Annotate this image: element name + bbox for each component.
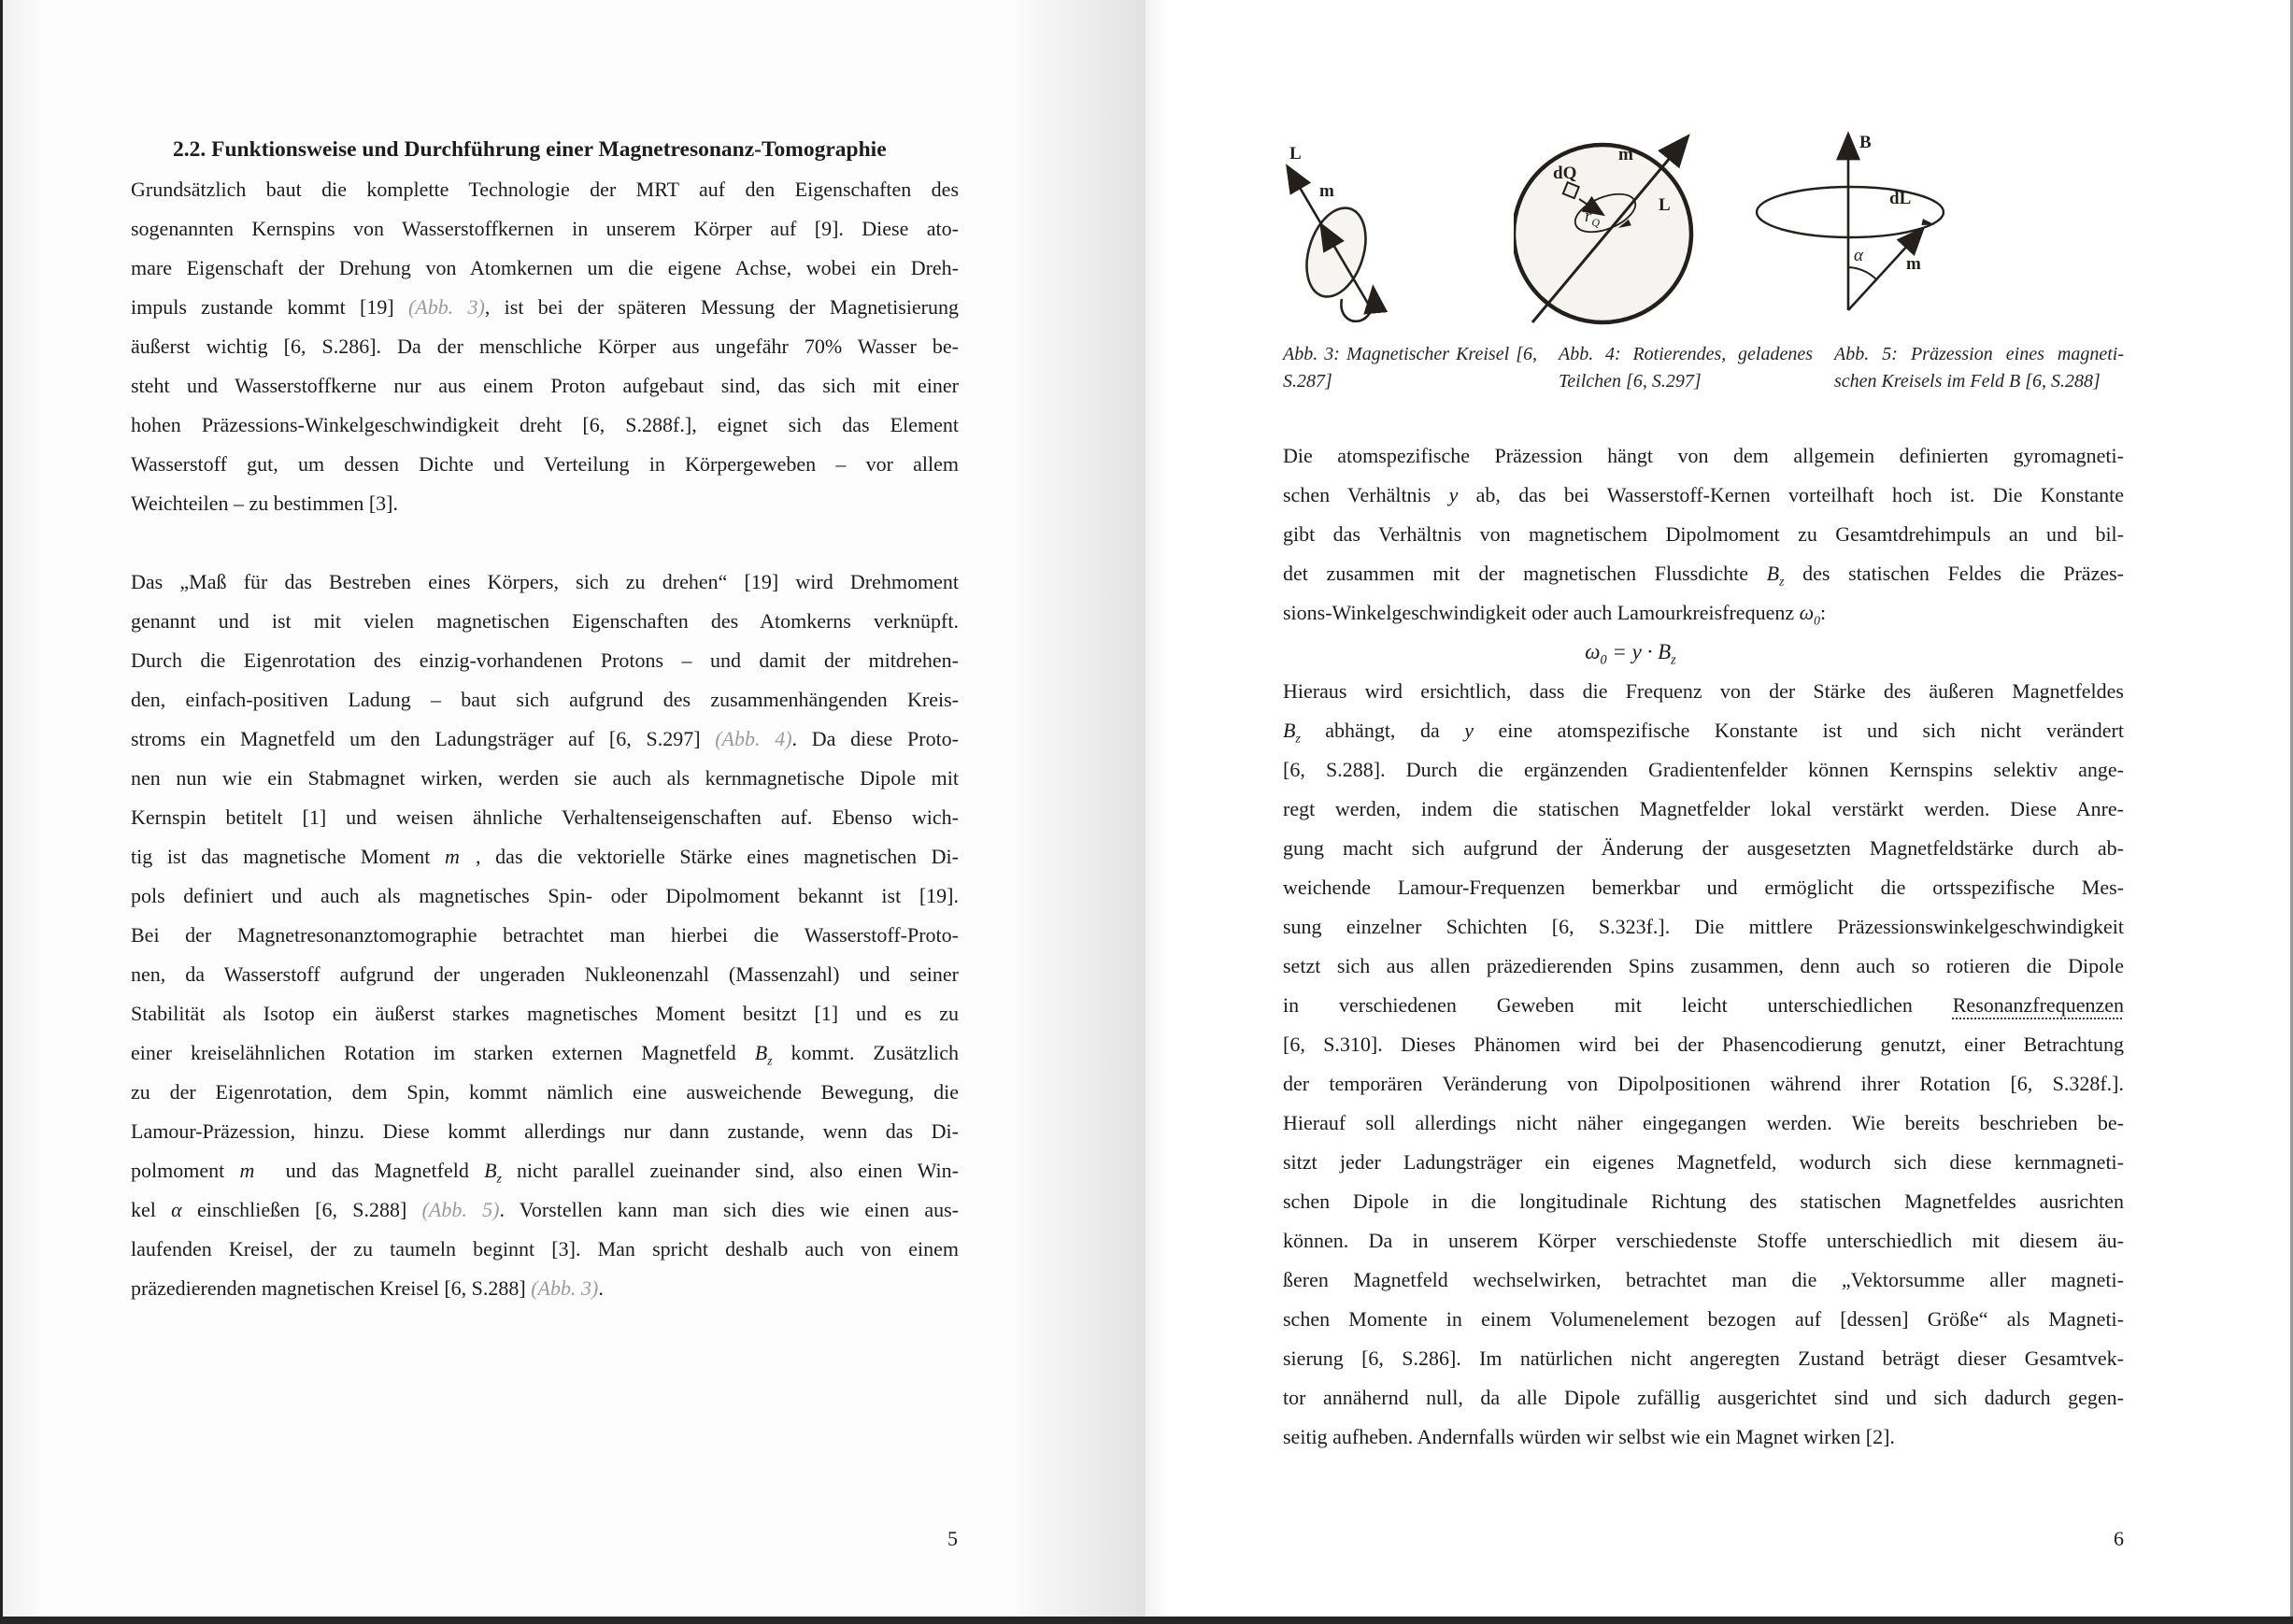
text-line: schen Verhältnis y ab, das bei Wasserstoff-Kernen vorteilhaft hoch ist. Die Konstante xyxy=(1283,483,2124,506)
text-line: [6, S.310]. Dieses Phänomen wird bei der Phasencodierung genutzt, einer Betrachtung xyxy=(1283,1033,2124,1056)
caption-line: schen Kreisels im Feld B [6, S.288] xyxy=(1834,371,2101,392)
page-number-left: 5 xyxy=(947,1527,958,1550)
text-line: Kernspin betitelt [1] und weisen ähnliche Verhaltenseigenschaften auf. Ebenso wich- xyxy=(131,805,959,829)
text-line: Bei der Magnetresonanztomographie betrachtet man hierbei die Wasserstoff-Proto- xyxy=(131,923,959,947)
caption-line: Abb. 4: Rotierendes, geladenes xyxy=(1559,344,1813,364)
caption-line: Teilchen [6, S.297] xyxy=(1559,371,1702,392)
text-line: Lamour-Präzession, hinzu. Diese kommt allerdings nur dann zustande, wenn das Di- xyxy=(131,1119,959,1143)
text-line: regt werden, indem die statischen Magnetfelder lokal verstärkt werden. Diese Anre- xyxy=(1283,797,2124,820)
text-line: Weichteilen – zu bestimmen [3]. xyxy=(131,491,398,515)
caption-line: Abb. 3: Magnetischer Kreisel [6, xyxy=(1283,344,1537,364)
text-line: Die atomspezifische Präzession hängt von dem allgemein definierten gyromagneti- xyxy=(1283,444,2124,467)
figure-5-drawing xyxy=(1730,127,1964,328)
right-paragraph-1 xyxy=(1283,436,2124,633)
text-line: seitig aufheben. Andernfalls würden wir selbst wie ein Magnet wirken [2]. xyxy=(1283,1425,1895,1448)
text-line: gibt das Verhältnis von magnetischem Dipolmoment zu Gesamtdrehimpuls an und bil- xyxy=(1283,522,2124,546)
vector-m-label: m⃗ xyxy=(1618,145,1647,164)
vector-L-label: L⃗ xyxy=(1289,144,1316,164)
text-line: gung macht sich aufgrund der Änderung der ausgesetzten Magnetfeldstärke durch ab- xyxy=(1283,836,2124,860)
text-line: Durch die Eigenrotation des einzig-vorhandenen Protons – und damit der mitdrehen- xyxy=(131,648,959,672)
vector-dL-label: dL⃗ xyxy=(1889,189,1926,208)
text-line: impuls zustande kommt [19] (Abb. 3), ist bei der späteren Messung der Magnetisierung xyxy=(131,295,959,319)
text-line: sung einzelner Schichten [6, S.323f.]. Die mittlere Präzessionswinkelgeschwindigkeit xyxy=(1283,915,2124,938)
caption-abb5 xyxy=(1834,341,2124,395)
left-paragraph-2 xyxy=(131,563,959,1308)
larmor-formula xyxy=(1283,633,2124,672)
text-line: äußerst wichtig [6, S.286]. Da der menschliche Körper aus ungefähr 70% Wasser be- xyxy=(131,335,959,358)
text-line: Wasserstoff gut, um dessen Dichte und Verteilung in Körpergeweben – vor allem xyxy=(131,452,959,476)
page-number-right: 6 xyxy=(2114,1527,2124,1550)
text-line: weichende Lamour-Frequenzen bemerkbar und ermöglicht die ortsspezifische Mes- xyxy=(1283,876,2124,899)
text-line: Hieraus wird ersichtlich, dass die Frequenz von der Stärke des äußeren Magnetfeldes xyxy=(1283,679,2124,703)
text-line: präzedierenden magnetischen Kreisel [6, S.288] (Abb. 3). xyxy=(131,1276,604,1300)
figure-abb4-rotierendes-teilchen xyxy=(1514,124,1701,339)
text-line: sions-Winkelgeschwindigkeit oder auch Lamourkreisfrequenz $\omega_0$: xyxy=(1283,601,1827,628)
caption-line: S.287] xyxy=(1283,371,1332,392)
text-line: Hierauf soll allerdings nicht näher eingegangen werden. Wie bereits beschrieben be- xyxy=(1283,1111,2124,1134)
caption-line: Abb. 5: Präzession eines magneti- xyxy=(1834,344,2124,364)
figure-3-drawing xyxy=(1278,131,1437,332)
text-line: können. Da in unserem Körper verschiedenste Stoffe unterschiedlich mit diesem äu- xyxy=(1283,1229,2124,1252)
text-line: tig ist das magnetische Moment m⃗, das die vektorielle Stärke eines magnetischen Di- xyxy=(131,845,959,868)
text-line: zu der Eigenrotation, dem Spin, kommt nämlich eine ausweichende Bewegung, die xyxy=(131,1080,959,1104)
text-line: ßeren Magnetfeld wechselwirken, betrachtet man die „Vektorsumme aller magneti- xyxy=(1283,1268,2124,1291)
right-paragraph-2 xyxy=(1283,672,2124,1457)
figure-4-drawing xyxy=(1514,124,1701,339)
text-line: kel α einschließen [6, S.288] (Abb. 5). Vorstellen kann man sich dies wie einen aus- xyxy=(131,1198,959,1221)
window-border-bottom xyxy=(0,1617,2293,1624)
field-B-label: B⃗ xyxy=(1859,133,1886,152)
section-heading: 2.2. Funktionsweise und Durchführung einer Magnetresonanz-Tomographie xyxy=(173,137,887,162)
page-gutter-shadow-right xyxy=(1146,0,1170,1617)
text-line: Das „Maß für das Bestreben eines Körpers, sich zu drehen“ [19] wird Drehmoment xyxy=(131,570,959,593)
text-line: stroms ein Magnetfeld um den Ladungsträger auf [6, S.297] (Abb. 4). Da diese Proto- xyxy=(131,727,960,750)
left-page-edge-shading xyxy=(3,0,48,1617)
caption-abb3 xyxy=(1283,341,1537,395)
angle-alpha-label: α xyxy=(1854,246,1863,265)
text-line: der temporären Veränderung von Dipolpositionen während ihrer Rotation [6, S.328f.]. xyxy=(1283,1072,2124,1095)
vector-m-label: m⃗ xyxy=(1319,181,1348,201)
text-line: setzt sich aus allen präzedierenden Spins zusammen, denn auch so rotieren die Dipole xyxy=(1283,954,2124,977)
charge-dQ-label: dQ xyxy=(1553,164,1577,183)
text-line: Grundsätzlich baut die komplette Technologie der MRT auf den Eigenschaften des xyxy=(131,178,959,201)
paragraph-spacer xyxy=(131,523,959,563)
text-line: $B_z$ abhängt, da y eine atomspezifische Konstante ist und sich nicht verändert xyxy=(1283,719,2124,746)
window-border-left xyxy=(0,0,3,1624)
formula-text: $\omega_0 = y \cdot B_z$ xyxy=(1585,640,1676,668)
left-paragraph-1 xyxy=(131,170,959,523)
text-line: polmoment m⃗ und das Magnetfeld $B_z$ nicht parallel zueinander sind, also einen Win- xyxy=(131,1159,959,1186)
text-line: einer kreiselähnlichen Rotation im starken externen Magnetfeld $B_z$ kommt. Zusätzlich xyxy=(131,1041,960,1068)
text-line: in verschiedenen Geweben mit leicht unterschiedlichen Resonanzfrequenzen xyxy=(1283,993,2124,1017)
text-line: hohen Präzessions-Winkelgeschwindigkeit dreht [6, S.288f.], eignet sich das Element xyxy=(131,413,959,436)
text-line: Stabilität als Isotop ein äußerst starkes magnetisches Moment besitzt [1] und es zu xyxy=(131,1002,959,1025)
text-line: nen, da Wasserstoff aufgrund der ungeraden Nukleonenzahl (Massenzahl) und seiner xyxy=(131,962,959,986)
text-line: mare Eigenschaft der Drehung von Atomkernen um die eigene Achse, wobei ein Dreh- xyxy=(131,256,959,279)
figure-abb3-magnetischer-kreisel xyxy=(1278,131,1437,332)
caption-abb4 xyxy=(1559,341,1813,395)
page-gutter-shadow xyxy=(1004,0,1146,1617)
left-page-body xyxy=(131,170,959,1308)
text-line: schen Momente in einem Volumenelement bezogen auf [dessen] Größe“ als Magneti- xyxy=(1283,1307,2124,1331)
text-line: sierung [6, S.286]. Im natürlichen nicht angeregten Zustand beträgt dieser Gesamtvek- xyxy=(1283,1346,2124,1370)
text-line: [6, S.288]. Durch die ergänzenden Gradientenfelder können Kernspins selektiv ange- xyxy=(1283,758,2124,781)
text-line: genannt und ist mit vielen magnetischen Eigenschaften des Atomkerns verknüpft. xyxy=(131,609,959,633)
text-line: nen nun wie ein Stabmagnet wirken, werden sie auch als kernmagnetische Dipole mit xyxy=(131,766,959,790)
text-line: sogenannten Kernspins von Wasserstoffkernen in unserem Körper auf [9]. Diese ato- xyxy=(131,217,959,240)
text-line: den, einfach-positiven Ladung – baut sich aufgrund des zusammenhängenden Kreis- xyxy=(131,688,959,711)
text-line: sitzt jeder Ladungsträger ein eigenes Magnetfeld, wodurch sich diese kernmagneti- xyxy=(1283,1150,2124,1174)
text-line: pols definiert und auch als magnetisches Spin- oder Dipolmoment bekannt ist [19]. xyxy=(131,884,959,907)
text-line: det zusammen mit der magnetischen Flussdichte $B_z$ des statischen Feldes die Präzes- xyxy=(1283,562,2124,589)
text-line: steht und Wasserstoffkerne nur aus einem Proton aufgebaut sind, das sich mit einer xyxy=(131,374,959,397)
radius-rQ-label: $r_Q$ xyxy=(1585,207,1601,229)
text-line: schen Dipole in die longitudinale Richtung des statischen Magnetfeldes ausrichten xyxy=(1283,1190,2124,1213)
text-line: tor annähernd null, da alle Dipole zufällig ausgerichtet sind und sich dadurch gegen- xyxy=(1283,1386,2124,1409)
text-line: laufenden Kreisel, der zu taumeln beginnt [3]. Man spricht deshalb auch von einem xyxy=(131,1237,959,1261)
figure-abb5-praezession xyxy=(1730,127,1964,328)
vector-L-label: L⃗ xyxy=(1659,195,1685,215)
vector-m-label: m⃗ xyxy=(1906,254,1935,274)
